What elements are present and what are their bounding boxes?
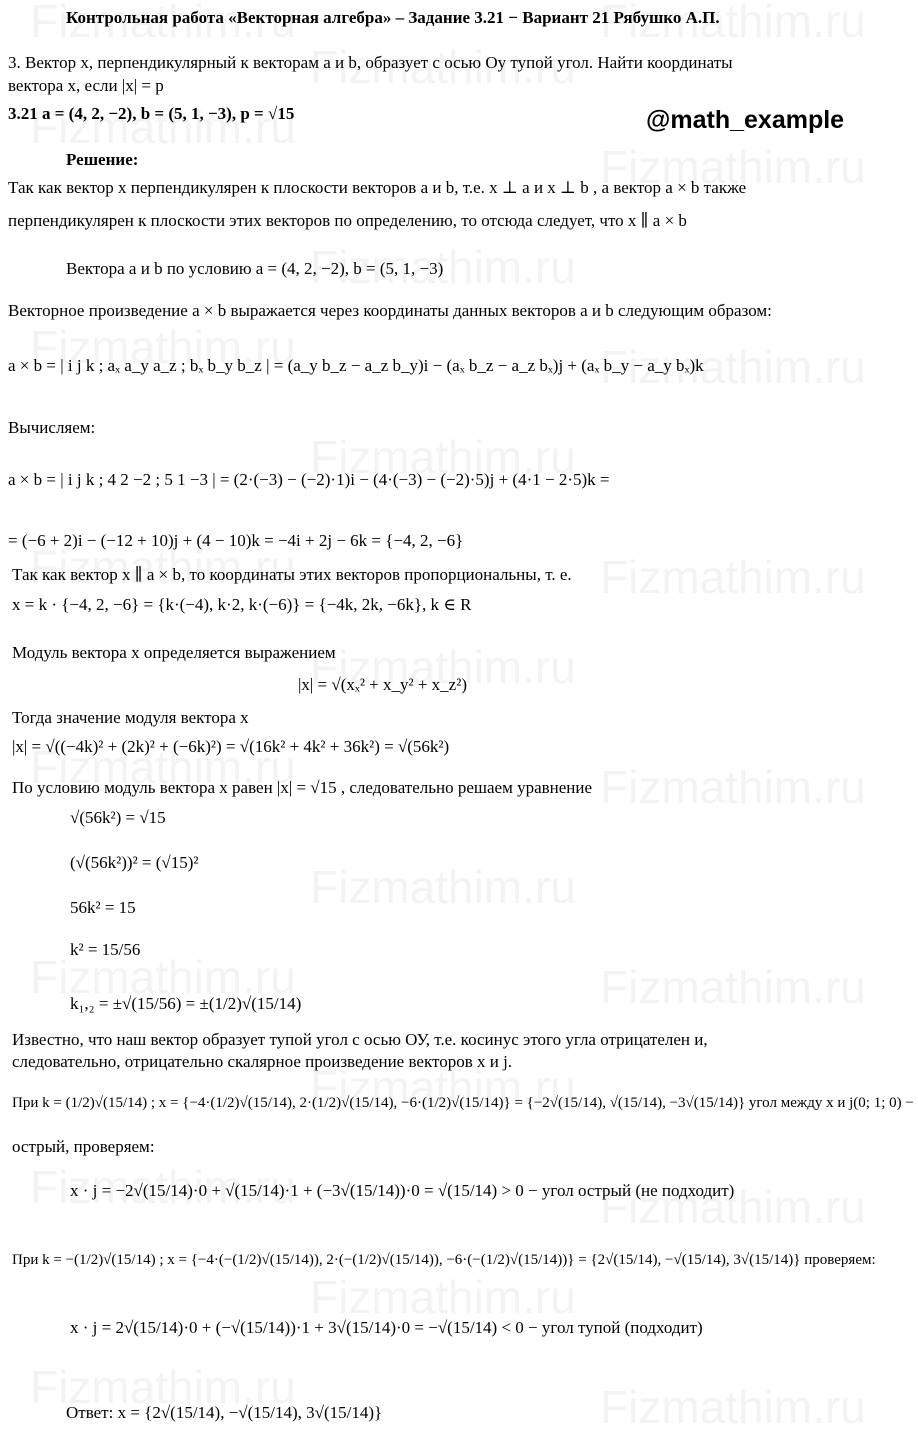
check-1: x · j = −2√(15/14)·0 + √(15/14)·1 + (−3√(15/14))·0 = √(15/14) > 0 − угол острый (не подходит)	[70, 1181, 735, 1200]
paragraph-obtuse-1: Известно, что наш вектор образует тупой угол с осью ОУ, т.е. косинус этого угла отрицателен и,	[12, 1030, 708, 1049]
paragraph-cross-intro: Векторное произведение a × b выражается через координаты данных векторов a и b следующим образом:	[8, 301, 772, 320]
watermark	[600, 550, 866, 604]
paragraph-modulus-def: Модуль вектора x определяется выражением	[12, 643, 336, 662]
check-2: x · j = 2√(15/14)·0 + (−√(15/14))·1 + 3√(15/14)·0 = −√(15/14) < 0 − угол тупой (подходит)	[70, 1318, 703, 1337]
page-header: Контрольная работа «Векторная алгебра» – Задание 3.21 − Вариант 21 Рябушко А.П.	[66, 8, 720, 27]
paragraph-collinear: Так как вектор x ∥ a × b, то координаты этих векторов пропорциональны, т. е.	[12, 565, 572, 584]
equation-4: k² = 15/56	[70, 940, 141, 959]
channel-handle: @math_example	[646, 106, 845, 134]
case-2: При k = −(1/2)√(15/14) ; x = {−4·(−(1/2)√(15/14)), 2·(−(1/2)√(15/14)), −6·(−(1/2)√(15/14))} = {2√(15/14), −√(15/14), 3√(15/14)} проверяем:	[12, 1252, 876, 1268]
paragraph-perpendicular-1: Так как вектор x перпендикулярен к плоскости векторов a и b, т.е. x ⊥ a и x ⊥ b , а вектор a × b также	[8, 178, 747, 197]
equation-2: (√(56k²))² = (√15)²	[70, 853, 199, 872]
problem-line-1: 3. Вектор x, перпендикулярный к векторам a и b, образует с осью Oy тупой угол. Найти координаты	[8, 53, 733, 72]
formula-cross-numeric: a × b = | i j k ; 4 2 −2 ; 5 1 −3 | = (2·(−3) − (−2)·1)i − (4·(−3) − (−2)·5)j + (4·1 − 2·5)k =	[8, 470, 610, 489]
paragraph-vectors-given: Вектора a и b по условию a = (4, 2, −2), b = (5, 1, −3)	[66, 259, 444, 278]
equation-1: √(56k²) = √15	[70, 808, 166, 827]
formula-cross-result: = (−6 + 2)i − (−12 + 10)j + (4 − 10)k = −4i + 2j − 6k = {−4, 2, −6}	[8, 531, 464, 550]
watermark	[600, 960, 866, 1014]
formula-modulus-calc: |x| = √((−4k)² + (2k)² + (−6k)²) = √(16k² + 4k² + 36k²) = √(56k²)	[12, 737, 450, 756]
answer: Ответ: x = {2√(15/14), −√(15/14), 3√(15/14)}	[66, 1403, 383, 1422]
paragraph-perpendicular-2: перпендикулярен к плоскости этих векторов по определению, то отсюда следует, что x ∥ a × b	[8, 211, 687, 230]
watermark	[310, 1270, 576, 1324]
watermark	[310, 860, 576, 914]
equation-3: 56k² = 15	[70, 898, 136, 917]
solution-title: Решение:	[66, 150, 139, 169]
formula-modulus-def: |x| = √(xₓ² + x_y² + x_z²)	[298, 675, 467, 694]
watermark	[600, 1380, 866, 1434]
case-1: При k = (1/2)√(15/14) ; x = {−4·(1/2)√(15/14), 2·(1/2)√(15/14), −6·(1/2)√(15/14)} = {−2√(15/14), √(15/14), −3√(15/14)} угол между x и j(0; 1; 0) −	[12, 1095, 914, 1111]
formula-cross-general: a × b = | i j k ; aₓ a_y a_z ; bₓ b_y b_z | = (a_y b_z − a_z b_y)i − (aₓ b_z − a_z bₓ)j + (aₓ b_y − a_y bₓ)k	[8, 356, 704, 375]
problem-line-2: вектора x, если |x| = p	[8, 76, 164, 95]
case-1-continuation: острый, проверяем:	[12, 1137, 155, 1156]
paragraph-compute: Вычисляем:	[8, 418, 96, 437]
watermark	[600, 760, 866, 814]
paragraph-modulus-value: Тогда значение модуля вектора x	[12, 708, 249, 727]
equation-5: k₁,₂ = ±√(15/56) = ±(1/2)√(15/14)	[70, 994, 302, 1013]
problem-data: 3.21 a = (4, 2, −2), b = (5, 1, −3), p = √15	[8, 104, 295, 123]
paragraph-obtuse-2: следовательно, отрицательно скалярное произведение векторов x и j.	[12, 1052, 513, 1071]
paragraph-condition: По условию модуль вектора x равен |x| = √15 , следовательно решаем уравнение	[12, 778, 593, 797]
formula-x-vector: x = k · {−4, 2, −6} = {k·(−4), k·2, k·(−6)} = {−4k, 2k, −6k}, k ∈ R	[12, 595, 472, 614]
